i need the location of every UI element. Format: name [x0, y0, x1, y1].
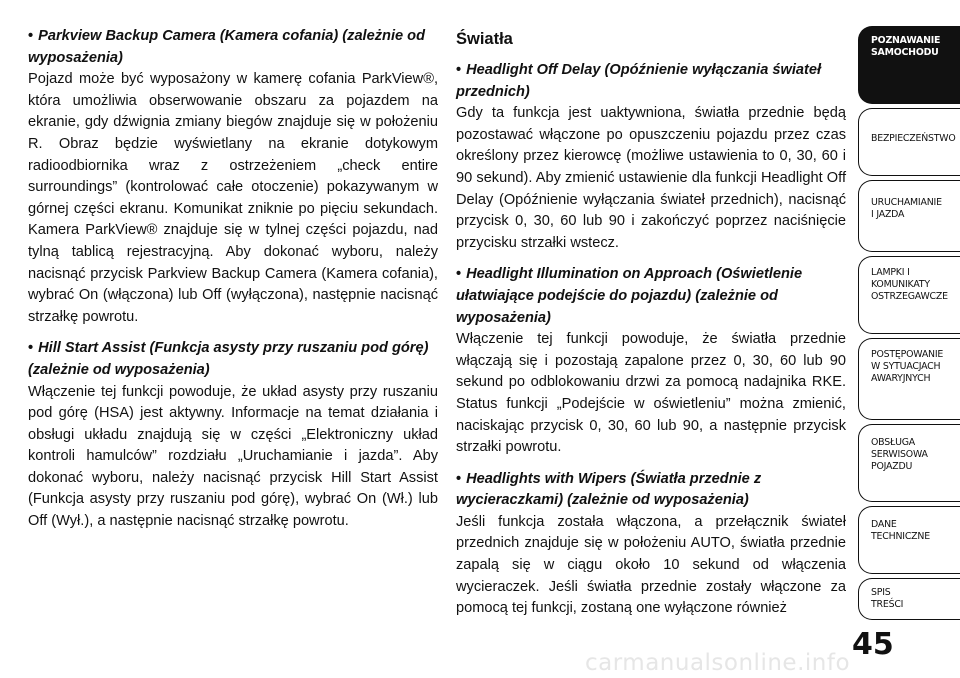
right-column [456, 28, 846, 630]
entry-body: Gdy ta funkcja jest uaktywniona, światła przednie będą pozostawać włączone po opuszczeniu pojazdu przez czas określony przez kierowcę (możliwe ustawienia to 0, 30, 60 i 90 sekund). Aby zmienić ustawienie dla funkcji Headlight Off Delay (Opóźnienie wyłączania świateł przednich), nacisnąć przycisk 0, 30, 60 lub 90 i zakończyć poprzez naciśnięcie przycisku strzałki wstecz. [456, 105, 846, 251]
tab-postepowanie-awaryjne[interactable]: POSTĘPOWANIE W SYTUACJACH AWARYJNYCH [858, 338, 960, 420]
watermark-text: carmanualsonline.info [585, 650, 851, 676]
bullet: • [456, 62, 462, 78]
entry-headlight-illumination [456, 264, 846, 458]
tab-poznawanie-samochodu[interactable]: POZNAWANIE SAMOCHODU [858, 26, 960, 104]
bullet: • [28, 28, 34, 44]
tab-dane-techniczne[interactable]: DANE TECHNICZNE [858, 506, 960, 574]
tab-uruchamianie-i-jazda[interactable]: URUCHAMIANIE I JAZDA [858, 180, 960, 252]
page-number: 45 [852, 627, 894, 662]
entry-heading-text: Headlight Off Delay (Opóźnienie wyłączania świateł przednich) [456, 62, 822, 100]
entry-heading-text: Hill Start Assist (Funkcja asysty przy ruszaniu pod górę) (zależnie od wyposażenia) [28, 340, 429, 378]
entry-heading [456, 469, 846, 512]
section-tabs [858, 0, 960, 620]
bullet: • [456, 266, 462, 283]
entry-heading-text: Parkview Backup Camera (Kamera cofania) (zależnie od wyposażenia) [28, 28, 425, 66]
section-title: Światła [456, 30, 513, 48]
tab-spis-tresci[interactable]: SPIS TREŚCI [858, 578, 960, 620]
bullet: • [28, 340, 34, 357]
tab-obsluga-serwisowa[interactable]: OBSŁUGA SERWISOWA POJAZDU [858, 424, 960, 502]
tab-bezpieczenstwo[interactable]: BEZPIECZEŃSTWO [858, 108, 960, 176]
entry-heading [28, 26, 438, 69]
bullet: • [456, 470, 462, 487]
entry-body: Jeśli funkcja została włączona, a przełącznik świateł przednich znajduje się w położeniu AUTO, światła przednie zapalą się w ciągu około 10 sekund od włączenia wycieraczek. Jeśli światła przednie zostały włączone za pomocą tej funkcji, zostaną one wyłączone również [456, 513, 846, 617]
tab-lampki-i-komunikaty[interactable]: LAMPKI I KOMUNIKATY OSTRZEGAWCZE [858, 256, 960, 334]
entry-heading [456, 264, 846, 329]
entry-hill-start-assist [28, 338, 438, 532]
entry-body: Włączenie tej funkcji powoduje, że układ asysty przy ruszaniu pod górę (HSA) jest aktywny. Informacje na temat działania i obsługi układu znajdują się w części „Elektroniczny układ kontroli hamulców” rozdziału „Uruchamianie i jazda”. Aby dokonać wyboru, należy nacisnąć przycisk Hill Start Assist (Funkcja asysty przy ruszaniu pod górę), wybrać On (Wł.) lub Off (Wył.), a następnie nacisnąć strzałkę powrotu. [28, 383, 438, 530]
entry-headlight-off-delay [456, 60, 846, 254]
entry-headlights-with-wipers [456, 469, 846, 620]
entry-heading-text: Headlight Illumination on Approach (Oświetlenie ułatwiające podejście do pojazdu) (zależnie od wyposażenia) [456, 266, 803, 326]
left-column [28, 26, 438, 543]
entry-parkview-camera [28, 26, 438, 328]
entry-heading [456, 60, 846, 103]
entry-body: Włączenie tej funkcji powoduje, że światła przednie włączają się i pozostają zapalone przez 0, 30, 60 lub 90 sekund po odblokowaniu drzwi za pomocą nadajnika RKE. Status funkcji „Podejście w oświetleniu” można zmienić, naciskając przycisk 0, 30, 60 lub 90, a następnie przycisk strzałki powrotu. [456, 331, 846, 456]
entry-heading-text: Headlights with Wipers (Światła przednie z wycieraczkami) (zależnie od wyposażenia) [456, 470, 762, 509]
entry-body: Pojazd może być wyposażony w kamerę cofania ParkView®, która umożliwia obserwowanie obszaru za pojazdem na ekranie, gdy dźwignia zmiany biegów znajduje się w położeniu R. Obraz będzie wyświetlany na ekranie dotykowym radioodbiornika wraz z ostrzeżeniem „check entire surroundings” (kontrolować całe otoczenie) pokazywanym w górnej części ekranu. Komunikat zniknie po pięciu sekundach. Kamera ParkView® znajduje się w tylnej części pojazdu, nad tylną tablicą rejestracyjną. Aby dokonać wyboru, należy nacisnąć przycisk Parkview Backup Camera (Kamera cofania), wybrać On (włączona) lub Off (wyłączona), następnie nacisnąć strzałkę powrotu. [28, 71, 438, 325]
entry-heading [28, 338, 438, 381]
